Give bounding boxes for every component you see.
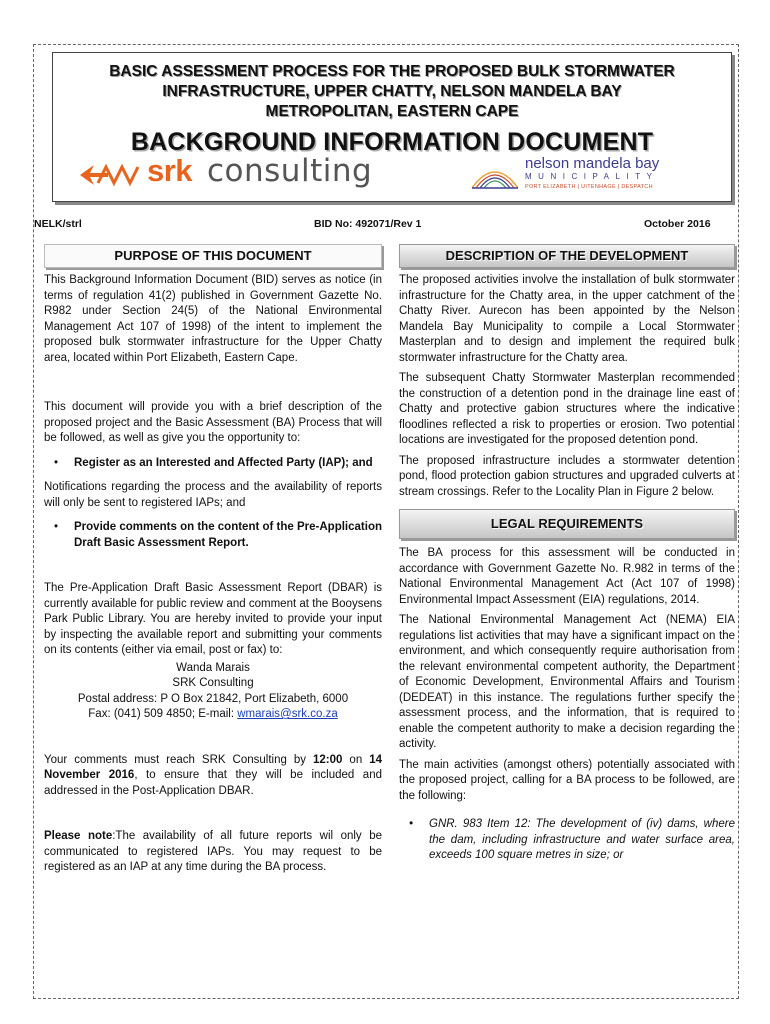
note-paragraph <box>44 829 382 876</box>
title-line-1: BASIC ASSESSMENT PROCESS FOR THE PROPOSED BULK STORMWATER <box>109 63 675 80</box>
purpose-paragraph-1: This Background Information Document (BID) serves as notice (in terms of regulation 41(2) published in Government Gazette No. R982 under Section 24(5) of the National Environmental Management Act 107 of 1998) of the intent to implement the proposed bulk stormwater infrastructure for the Upper Chatty area, located within Port Elizabeth, Eastern Cape. <box>44 274 382 364</box>
description-paragraph-1: The proposed activities involve the installation of bulk stormwater infrastructure for the Chatty area, in the upper catchment of the Chatty River. Aurecon has been appointed by the Nelson Mandela Bay Municipality to compile a Local Stormwater Masterplan and to design and implement the required bulk stormwater infrastructure for the Chatty area. <box>399 274 735 364</box>
right-column <box>399 244 735 864</box>
deadline-paragraph <box>44 753 382 800</box>
purpose-bullet-1-text: Register as an Interested and Affected Party (IAP); and <box>74 456 373 469</box>
document-title <box>52 62 732 122</box>
legal-heading: LEGAL REQUIREMENTS <box>399 509 735 539</box>
purpose-paragraph-4: The Pre-Application Draft Basic Assessment Report (DBAR) is currently available for public review and comment at the Booysens Park Public Library. You are hereby invited to provide your input by inspecting the available report and submitting your comments on its contents (either via email, post or fax) to: <box>44 582 382 656</box>
purpose-bullet-1 <box>44 456 382 472</box>
srk-brand-text: srk <box>147 153 193 188</box>
deadline-text-c: , to ensure that they will be included and addressed in the Post-Application DBAR. <box>44 769 382 797</box>
purpose-paragraph-3: Notifications regarding the process and the availability of reports will only be sent to registered IAPs; and <box>44 481 382 509</box>
note-text: :The availability of all future reports wil only be communicated to registered IAPs. You may request to be registered as an IAP at any time during the BA process. <box>44 830 382 873</box>
doc-date: October 2016 <box>644 218 711 230</box>
bullet-dot-icon: • <box>409 818 414 830</box>
doc-reference: NELK/strl <box>34 218 82 230</box>
purpose-bullet-2 <box>44 520 382 551</box>
legal-paragraph-1: The BA process for this assessment will be conducted in accordance with Government Gazette No. R.982 in terms of the National Environmental Management Act (Act 107 of 1998) Environmental Impact Assessment (EIA) regulations, 2014. <box>399 547 735 606</box>
nmb-emblem-icon <box>470 158 520 192</box>
legal-paragraph-2: The National Environmental Management Act (NEMA) EIA regulations list activities that may have a significant impact on the environment, and which consequently require authorisation from the relevant environmental competent authority, the Department of Economic Development, Environmental Affairs and Tourism (DEDEAT) in this instance. The regulations further specify the assessment process, and the information, that is required to enable the competent authority to make a decision regarding the activity. <box>399 614 735 750</box>
legal-paragraph-3: The main activities (amongst others) potentially associated with the proposed project, calling for a BA process to be followed, are the following: <box>399 758 735 802</box>
description-paragraph-2: The subsequent Chatty Stormwater Masterplan recommended the construction of a detention pond in the drainage line east of Chatty and protective gabion structures where the indicative floodlines reflected a risk to properties or erosion. Two potential locations are investigated for the proposed detention pond. <box>399 372 735 446</box>
contact-email-link[interactable]: wmarais@srk.co.za <box>237 708 338 720</box>
nmb-municipality-text: MUNICIPALITY <box>525 172 659 181</box>
deadline-text-a: Your comments must reach SRK Consulting by <box>44 753 314 766</box>
contact-fax-email <box>44 707 382 723</box>
purpose-paragraph-2: This document will provide you with a brief description of the proposed project and the Basic Assessment (BA) Process that will be followed, as well as give you the opportunity to: <box>44 401 382 444</box>
deadline-text-b: on <box>342 753 370 766</box>
bid-number: BID No: 492071/Rev 1 <box>314 218 422 230</box>
left-column <box>44 244 382 876</box>
title-line-3: METROPOLITAN, EASTERN CAPE <box>265 103 519 120</box>
bullet-dot-icon: • <box>54 456 59 469</box>
contact-name: Wanda Marais <box>176 661 250 674</box>
bullet-dot-icon: • <box>54 521 59 533</box>
deadline-date: 14 November 2016 <box>44 753 382 781</box>
purpose-bullet-2-text: Provide comments on the content of the Pre-Application Draft Basic Assessment Report. <box>74 521 382 549</box>
srk-arrow-icon <box>80 161 142 189</box>
nmb-subtitle-text: PORT ELIZABETH | UITENHAGE | DESPATCH <box>525 184 653 190</box>
srk-logo <box>80 153 380 193</box>
legal-bullet-1-text: GNR. 983 Item 12: The development of (iv) dams, where the dam, including infrastructure and water surface area, exceeds 100 square metres in size; or <box>429 818 735 861</box>
doc-type-heading: BACKGROUND INFORMATION DOCUMENT <box>130 128 654 156</box>
contact-org: SRK Consulting <box>172 677 254 689</box>
note-label: Please note <box>44 830 113 842</box>
legal-bullet-1 <box>399 817 735 864</box>
description-paragraph-3: The proposed infrastructure includes a stormwater detention pond, flood protection gabion structures and upgraded culverts at stream crossings. Refer to the Locality Plan in Figure 2 below. <box>399 454 735 498</box>
nmb-name-text: nelson mandela bay <box>525 155 660 172</box>
deadline-time: 12:00 <box>313 753 343 766</box>
srk-consulting-text: consulting <box>207 153 373 189</box>
contact-postal: Postal address: P O Box 21842, Port Elizabeth, 6000 <box>77 692 349 705</box>
contact-fax: Fax: (041) 509 4850; E-mail: <box>88 708 238 720</box>
title-line-2: INFRASTRUCTURE, UPPER CHATTY, NELSON MANDELA BAY <box>162 83 622 100</box>
nmb-logo <box>470 156 720 196</box>
purpose-heading: PURPOSE OF THIS DOCUMENT <box>44 244 382 268</box>
description-heading: DESCRIPTION OF THE DEVELOPMENT <box>399 244 735 268</box>
